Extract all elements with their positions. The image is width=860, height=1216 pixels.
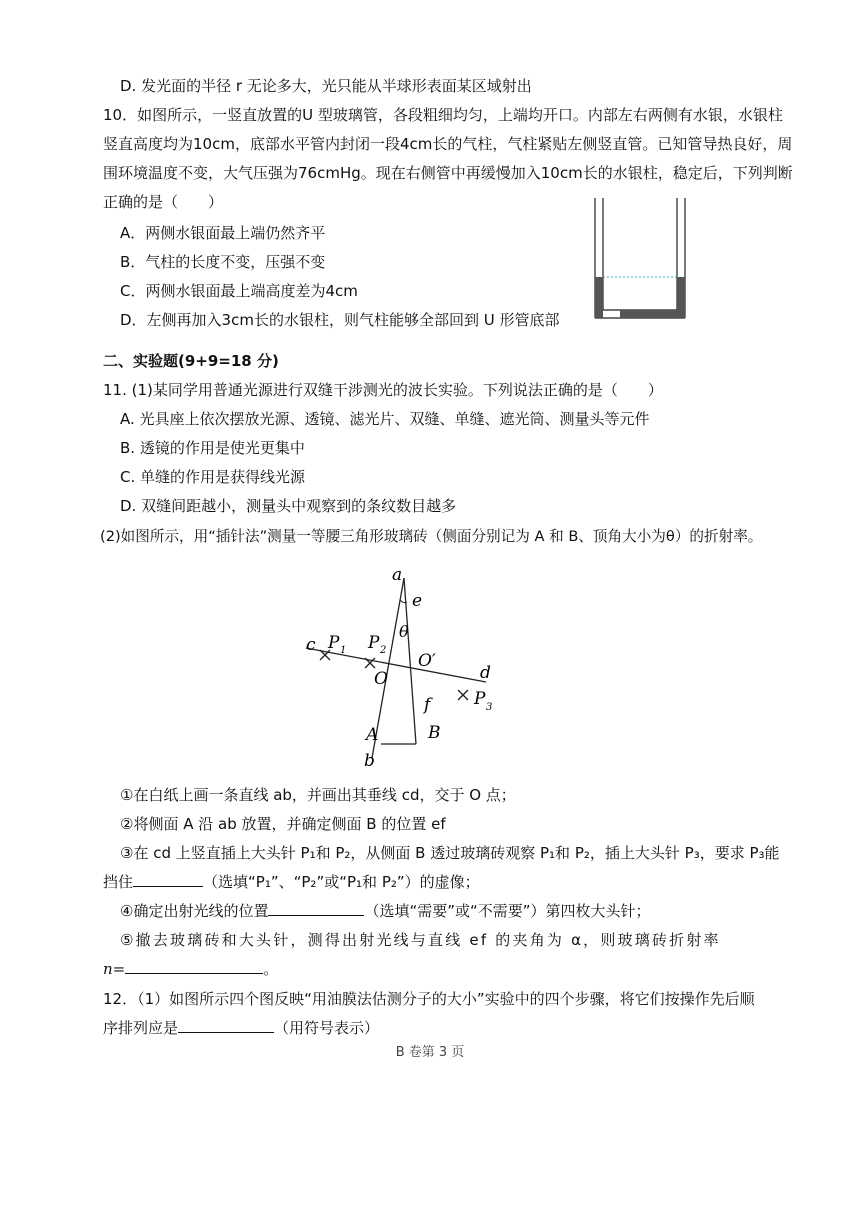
q10-stem-line1: 10．如图所示，一竖直放置的U 型玻璃管，各段粗细均匀，上端均开口。内部左右两侧有水银，水银柱 [103, 106, 783, 124]
q12-stem-line2 [103, 1017, 379, 1039]
answer-blank-refractive-index[interactable] [125, 959, 263, 974]
q10-option-c: C．两侧水银面最上端高度差为4cm [120, 282, 358, 300]
q11-step5-prefix: n= [103, 960, 126, 978]
q9-option-d: D. 发光面的半径 r 无论多大，光只能从半球形表面某区域射出 [120, 77, 532, 95]
label-p2-sub: 2 [380, 645, 387, 656]
q11-step4 [120, 900, 651, 922]
label-theta: θ [399, 622, 409, 641]
label-c: c [306, 635, 316, 655]
q11-step3-prefix: 挡住 [103, 873, 134, 891]
answer-blank-fourth-pin[interactable] [268, 901, 364, 916]
label-f: f [424, 695, 431, 715]
label-p3-sub: 3 [486, 702, 493, 713]
label-B: B [428, 723, 441, 743]
q10-option-a: A．两侧水银面最上端仍然齐平 [120, 224, 326, 242]
q12-suffix: （用符号表示） [274, 1019, 380, 1037]
q11-step1: ①在白纸上画一条直线 ab，并画出其垂线 cd，交于 O 点； [120, 786, 516, 804]
q11-option-a: A. 光具座上依次摆放光源、透镜、滤光片、双缝、单缝、遮光筒、测量头等元件 [120, 410, 650, 428]
q10-stem-line3: 围环境温度不变，大气压强为76cmHg。现在右侧管中再缓慢加入10cm长的水银柱，稳定后，下列判断 [103, 164, 793, 182]
prism-figure [296, 560, 506, 774]
page-footer: B 卷第 3 页 [395, 1045, 465, 1060]
q11-step3-line1: ③在 cd 上竖直插上大头针 P₁和 P₂，从侧面 B 透过玻璃砖观察 P₁和 P₂，插上大头针 P₃，要求 P₃能 [120, 844, 780, 862]
q11-part1-stem: 11. (1)某同学用普通光源进行双缝干涉测光的波长实验。下列说法正确的是（ ） [103, 381, 663, 399]
q11-step5-suffix: 。 [263, 960, 279, 978]
q11-option-d: D. 双缝间距越小，测量头中观察到的条纹数目越多 [120, 497, 457, 515]
q11-step3-suffix: （选填“P₁”、“P₂”或“P₁和 P₂”）的虚像； [203, 873, 480, 891]
section-heading: 二、实验题(9+9=18 分) [103, 352, 279, 370]
u-tube-figure [590, 196, 690, 322]
label-o-prime: O′ [418, 651, 436, 671]
q10-stem-line2: 竖直高度均为10cm，底部水平管内封闭一段4cm长的气柱，气柱紧贴左侧竖直管。已知管导热良好，周 [103, 135, 793, 153]
answer-blank-pins[interactable] [133, 872, 203, 887]
label-p1-sub: 1 [340, 645, 347, 656]
q10-option-b: B．气柱的长度不变，压强不变 [120, 253, 326, 271]
label-A: A [366, 725, 379, 745]
label-p3: P [474, 689, 486, 709]
label-p2: P [368, 633, 380, 653]
q11-step4-suffix: （选填“需要”或“不需要”）第四枚大头针； [364, 902, 651, 920]
label-b: b [364, 751, 375, 771]
q12-prefix: 序排列应是 [103, 1019, 179, 1037]
q10-stem-line4: 正确的是（ ） [103, 193, 224, 211]
label-o: O [374, 669, 388, 689]
q11-step5-line1: ⑤撤去玻璃砖和大头针，测得出射光线与直线 ef 的夹角为 α，则玻璃砖折射率 [120, 931, 721, 949]
q11-step4-prefix: ④确定出射光线的位置 [120, 902, 269, 920]
q12-stem-line1: 12．（1）如图所示四个图反映“用油膜法估测分子的大小”实验中的四个步骤，将它们按操作先后顺 [103, 990, 755, 1008]
q11-step2: ②将侧面 A 沿 ab 放置，并确定侧面 B 的位置 ef [120, 815, 446, 833]
q11-step5-line2 [103, 958, 278, 980]
q11-option-c: C. 单缝的作用是获得线光源 [120, 468, 306, 486]
label-a: a [392, 565, 403, 585]
q11-part2-stem: (2)如图所示，用“插针法”测量一等腰三角形玻璃砖（侧面分别记为 A 和 B、顶角大小为θ）的折射率。 [100, 528, 763, 545]
answer-blank-order[interactable] [178, 1018, 274, 1033]
label-e: e [412, 591, 423, 611]
label-p1: P [328, 633, 340, 653]
q11-step3-line2 [103, 871, 480, 893]
label-d: d [480, 663, 491, 683]
q10-option-d: D．左侧再加入3cm长的水银柱，则气柱能够全部回到 U 形管底部 [120, 311, 560, 329]
q11-option-b: B. 透镜的作用是使光更集中 [120, 439, 305, 457]
